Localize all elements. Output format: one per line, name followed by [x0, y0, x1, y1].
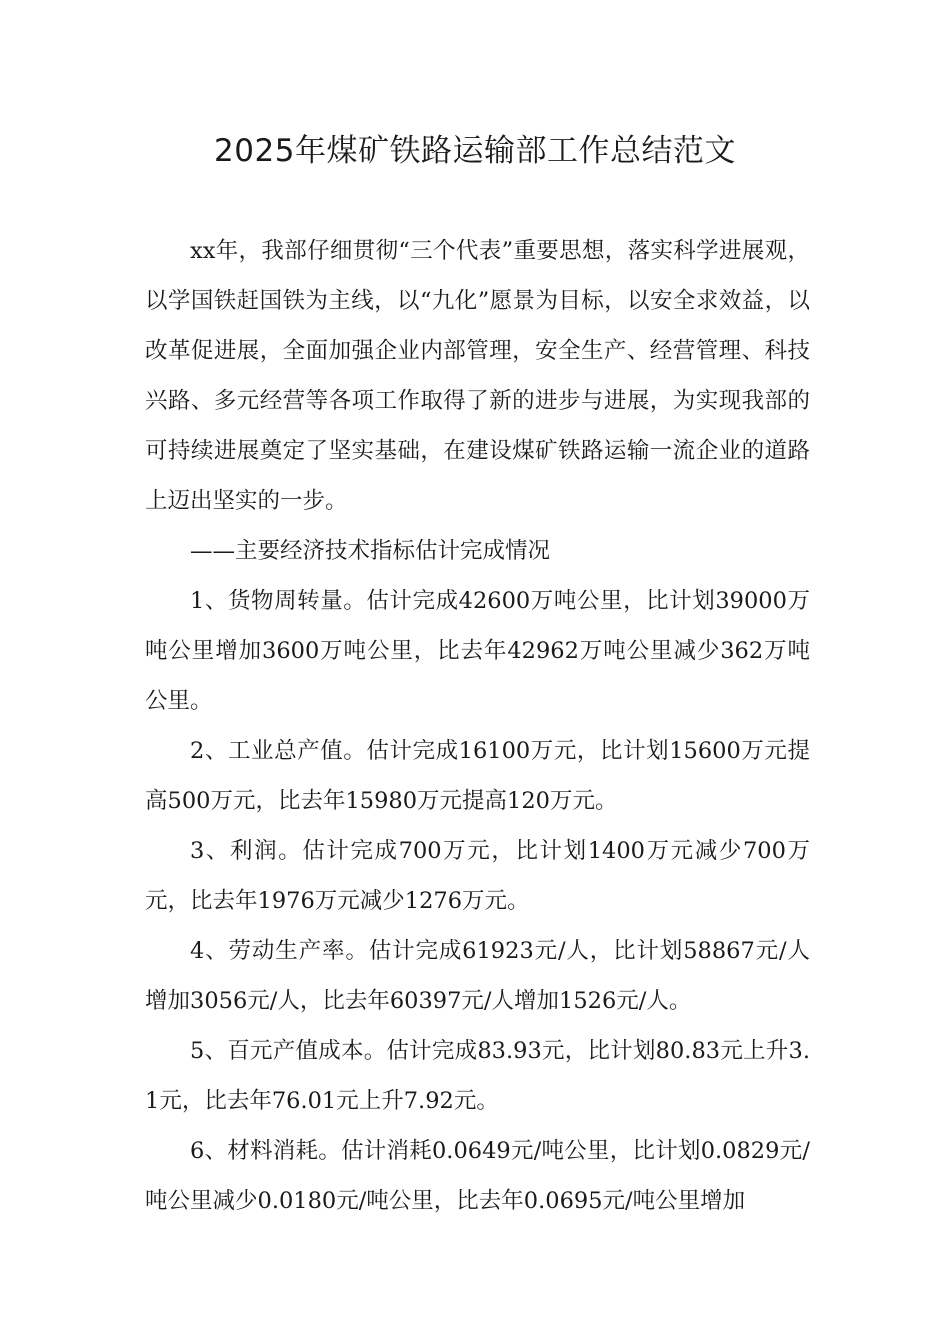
document-title: 2025年煤矿铁路运输部工作总结范文: [214, 133, 736, 169]
document-body: [145, 226, 810, 1226]
indicator-item-2: 2、工业总产值。估计完成16100万元，比计划15600万元提高500万元，比去年15980万元提高120万元。: [145, 738, 810, 814]
indicator-item-1: 1、货物周转量。估计完成42600万吨公里，比计划39000万吨公里增加3600万吨公里，比去年42962万吨公里减少362万吨公里。: [145, 588, 810, 714]
indicator-item-4: 4、劳动生产率。估计完成61923元/人，比计划58867元/人增加3056元/人，比去年60397元/人增加1526元/人。: [145, 938, 810, 1014]
indicator-item-5: 5、百元产值成本。估计完成83.93元，比计划80.83元上升3.1元，比去年76.01元上升7.92元。: [145, 1038, 810, 1114]
section-heading: ——主要经济技术指标估计完成情况: [190, 538, 551, 564]
indicator-item-6: 6、材料消耗。估计消耗0.0649元/吨公里，比计划0.0829元/吨公里减少0.0180元/吨公里，比去年0.0695元/吨公里增加: [145, 1138, 810, 1214]
indicator-item-3: 3、利润。估计完成700万元，比计划1400万元减少700万元，比去年1976万元减少1276万元。: [145, 838, 810, 914]
intro-paragraph: xx年，我部仔细贯彻“三个代表”重要思想，落实科学进展观，以学国铁赶国铁为主线，以“九化”愿景为目标，以安全求效益，以改革促进展，全面加强企业内部管理，安全生产、经营管理、科技兴路、多元经营等各项工作取得了新的进步与进展，为实现我部的可持续进展奠定了坚实基础，在建设煤矿铁路运输一流企业的道路上迈出坚实的一步。: [145, 238, 810, 514]
